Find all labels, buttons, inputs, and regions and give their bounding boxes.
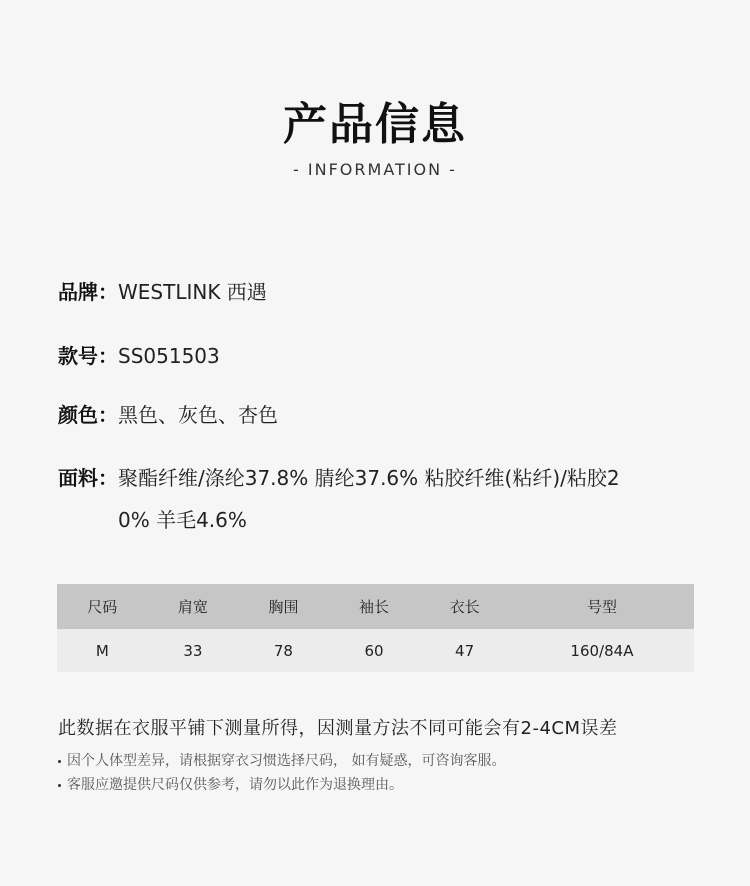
- cell-fit: 160/84A: [510, 629, 694, 672]
- brand-value: WESTLINK 西遇: [118, 280, 267, 304]
- cell-chest: 78: [238, 629, 329, 672]
- header-size: 尺码: [57, 584, 148, 629]
- note-bullet: [58, 774, 403, 794]
- material-row: [58, 457, 678, 541]
- cell-sleeve: 60: [329, 629, 420, 672]
- page-subtitle: - INFORMATION -: [293, 160, 457, 179]
- material-value: 聚酯纤维/涤纶37.8% 腈纶37.6% 粘胶纤维(粘纤)/粘胶20% 羊毛4.6%: [118, 466, 620, 532]
- cell-size: M: [57, 629, 148, 672]
- color-row: [58, 394, 678, 436]
- brand-row: [58, 271, 678, 313]
- size-table: [57, 584, 694, 672]
- note-bullet-text: 因个人体型差异，请根据穿衣习惯选择尺码， 如有疑惑，可咨询客服。: [67, 753, 506, 769]
- size-table-header: [57, 584, 694, 629]
- note-bullet: [58, 750, 505, 770]
- color-label: 颜色：: [58, 403, 118, 427]
- header-chest: 胸围: [238, 584, 329, 629]
- header-length: 衣长: [419, 584, 510, 629]
- style-number-label: 款号：: [58, 344, 118, 368]
- header-sleeve: 袖长: [329, 584, 420, 629]
- brand-label: 品牌：: [58, 280, 118, 304]
- note-bullet-text: 客服应邀提供尺码仅供参考，请勿以此作为退换理由。: [67, 777, 403, 793]
- bullet-dot-icon: [58, 760, 61, 763]
- material-label: 面料：: [58, 466, 118, 490]
- page-title: 产品信息: [283, 99, 467, 150]
- measurement-note: 此数据在衣服平铺下测量所得，因测量方法不同可能会有2-4CM误差: [58, 718, 618, 739]
- header-shoulder: 肩宽: [148, 584, 239, 629]
- cell-shoulder: 33: [148, 629, 239, 672]
- color-value: 黑色、灰色、杏色: [118, 403, 278, 427]
- bullet-dot-icon: [58, 784, 61, 787]
- header-fit: 号型: [510, 584, 694, 629]
- table-row: [57, 629, 694, 672]
- style-number-row: [58, 335, 678, 377]
- cell-length: 47: [419, 629, 510, 672]
- style-number-value: SS051503: [118, 344, 220, 368]
